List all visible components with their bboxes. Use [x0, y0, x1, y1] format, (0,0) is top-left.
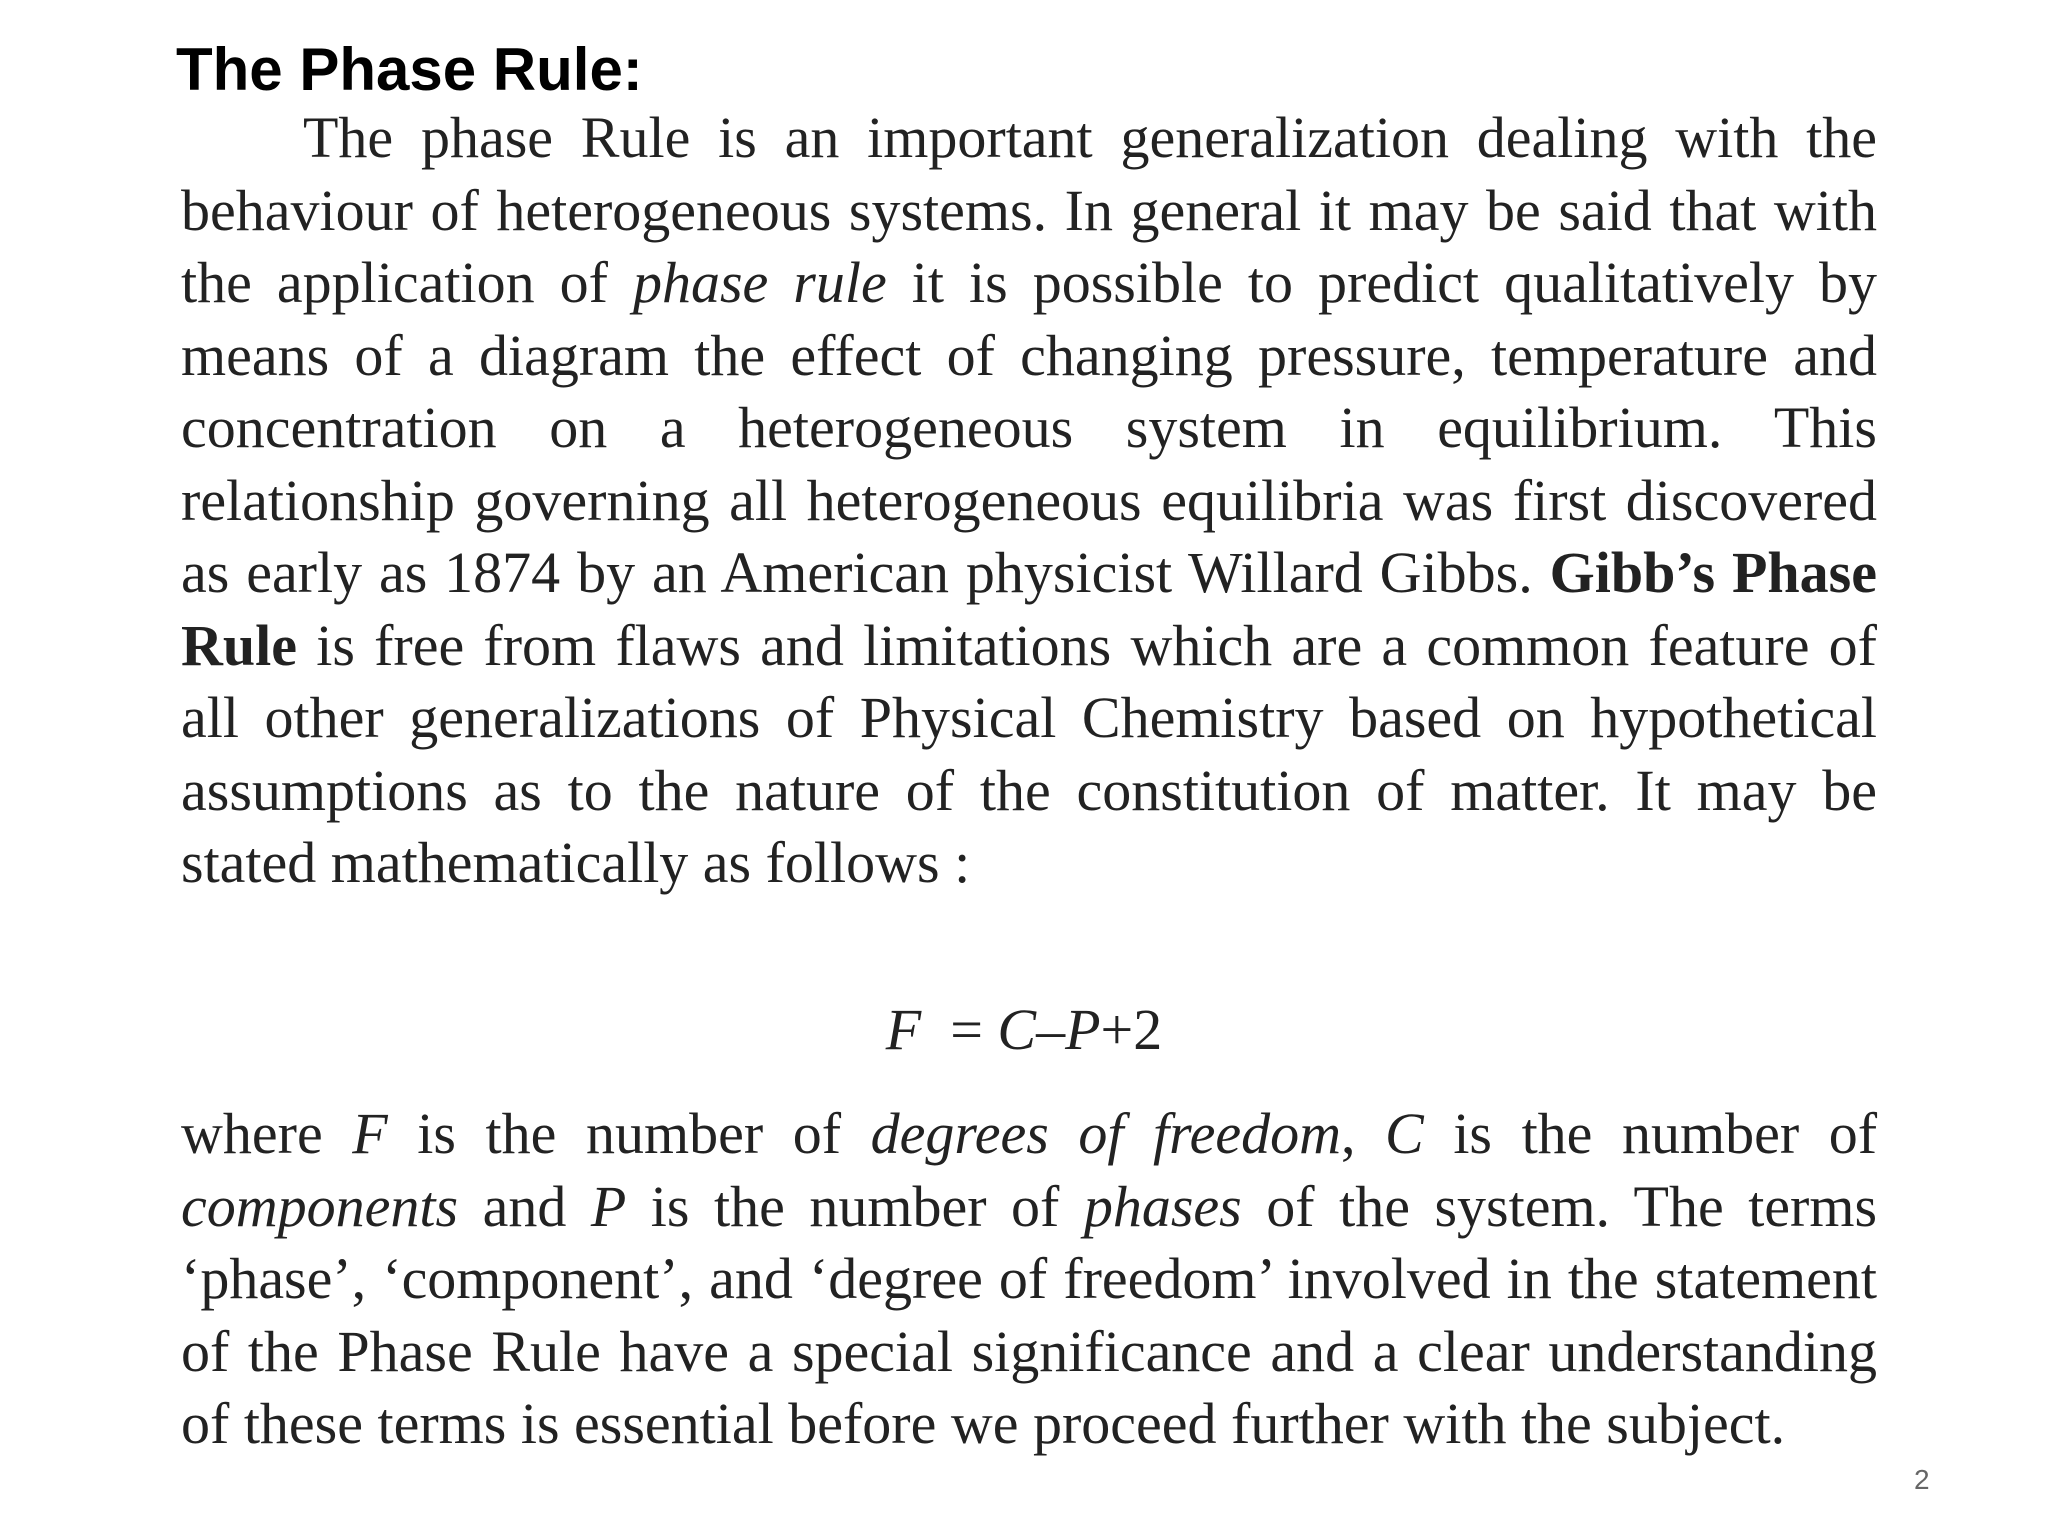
intro-paragraph — [181, 102, 1877, 900]
degrees-of-freedom-italic: degrees of freedom — [870, 1101, 1341, 1166]
phase-rule-italic: phase rule — [632, 250, 887, 315]
terms-text-7: of the system. The terms ‘phase’, ‘component’, and ‘degree of freedom’ involved in the statement of the Phase Rule have a special significance and a clear understanding of these terms is essential before we proceed further with the subject. — [181, 1173, 1878, 1456]
intro-text-3: is free from flaws and limitations which are a common feature of all other generalizations of Physical Chemistry based on hypothetical assumptions as to the nature of the constitution of matter. It may be stated mathematically as follows : — [181, 612, 1877, 895]
terms-text-1: where — [181, 1101, 323, 1166]
page-number: 2 — [1914, 1464, 1930, 1495]
intro-text-1: The phase Rule is an important generalization dealing with the behaviour of heterogeneous systems. In general it may be said that with the application of — [181, 105, 1877, 315]
phases-italic: phases — [1083, 1173, 1242, 1239]
equation-p: P — [1065, 997, 1101, 1062]
terms-comma: , — [1340, 1101, 1356, 1166]
terms-paragraph — [181, 1098, 1877, 1461]
equation-two: 2 — [1133, 997, 1163, 1062]
components-italic: components — [181, 1173, 459, 1239]
phase-rule-equation — [0, 994, 2048, 1066]
terms-text-2: is the number of — [417, 1101, 842, 1166]
symbol-c: C — [1385, 1101, 1424, 1166]
symbol-p: P — [590, 1173, 627, 1239]
slide-title: The Phase Rule: — [176, 36, 643, 103]
equation-plus: + — [1100, 997, 1134, 1062]
terms-text-4: is the number of — [1453, 1101, 1878, 1166]
equation-minus: – — [1036, 997, 1066, 1062]
equation-equals: = — [950, 997, 983, 1062]
equation-f: F — [885, 997, 922, 1062]
equation-c: C — [997, 997, 1037, 1062]
terms-text-6: is the number of — [650, 1173, 1060, 1239]
gibbs-phase-rule-bold: Gibb’s Phase Rule — [181, 540, 1877, 678]
terms-text-5: and — [482, 1173, 567, 1239]
symbol-f: F — [352, 1101, 388, 1166]
intro-text-2: it is possible to predict qualitatively by means of a diagram the effect of changing pressure, temperature and concentration on a heterogeneous system in equilibrium. This relationship governing all heterogeneous equilibria was first discovered as early as 1874 by an American physicist Willard Gibbs. — [181, 250, 1878, 605]
